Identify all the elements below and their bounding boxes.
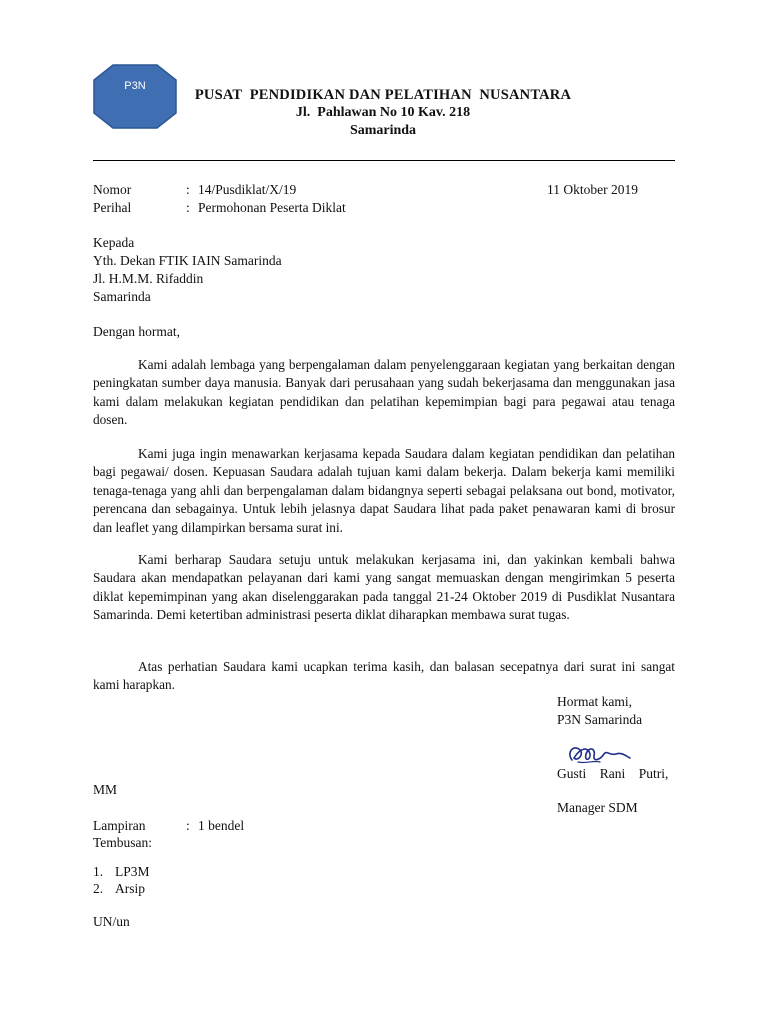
recipient-line2: Jl. H.M.M. Rifaddin (93, 271, 204, 286)
signer-name: Gusti Rani Putri, (557, 766, 669, 781)
org-city: Samarinda (349, 123, 417, 138)
lampiran-label: Lampiran (93, 818, 146, 833)
org-name: PUSAT PENDIDIKAN DAN PELATIHAN NUSANTARA (194, 87, 572, 103)
tembusan-item-1: LP3M (115, 864, 150, 879)
lampiran-colon: : (186, 818, 190, 833)
paragraph-1: Kami adalah lembaga yang berpengalaman dalam penyelenggaraan kegiatan yang berkaitan dengan peningkatan sumber daya manusia. Banyak dari perusahaan yang sudah bekerjasama dan menggunakan jasa kami dalam melakukan kegiatan pendidikan dan pelatihan kepemimpian bagi para pegawai atau tenaga dosen. (93, 357, 675, 428)
perihal-label: Perihal (93, 200, 132, 215)
recipient-kepada: Kepada (93, 235, 135, 250)
greeting: Dengan hormat, (93, 324, 180, 339)
header-divider (93, 160, 675, 161)
tembusan-num-2: 2. (93, 881, 104, 896)
perihal-value: Permohonan Peserta Diklat (198, 200, 346, 215)
signer-degree: MM (93, 782, 118, 797)
p3n-logo (93, 64, 177, 129)
recipient-line3: Samarinda (93, 289, 151, 304)
initials: UN/un (93, 914, 130, 929)
closing-regards: Hormat kami, (557, 694, 632, 709)
recipient-line1: Yth. Dekan FTIK IAIN Samarinda (93, 253, 282, 268)
paragraph-4: Atas perhatian Saudara kami ucapkan terima kasih, dan balasan secepatnya dari surat ini sangat kami harapkan. (93, 659, 675, 693)
nomor-label: Nomor (93, 182, 132, 197)
lampiran-value: 1 bendel (198, 818, 245, 833)
paragraph-3: Kami berharap Saudara setuju untuk melakukan kerjasama ini, dan yakinkan kembali bahwa Saudara akan mendapatkan pelayanan dari kami yang sangat memuaskan dengan mengirimkan 5 peserta diklat kepemimpinan yang akan diselenggarakan pada tanggal 21-24 Oktober 2019 di Pusdiklat Nusantara Samarinda. Demi ketertiban administrasi peserta diklat diharapkan membawa surat tugas. (93, 552, 675, 623)
nomor-colon: : (186, 182, 190, 197)
letter-date: 11 Oktober 2019 (547, 182, 638, 197)
tembusan-num-1: 1. (93, 864, 104, 879)
logo-text: P3N (124, 80, 146, 92)
tembusan-item-2: Arsip (115, 881, 145, 896)
signer-title: Manager SDM (557, 800, 638, 815)
tembusan-label: Tembusan: (93, 835, 153, 850)
nomor-value: 14/Pusdiklat/X/19 (198, 182, 297, 197)
signature (564, 740, 634, 768)
org-address: Jl. Pahlawan No 10 Kav. 218 (295, 105, 471, 120)
perihal-colon: : (186, 200, 190, 215)
closing-org: P3N Samarinda (557, 712, 643, 727)
paragraph-2: Kami juga ingin menawarkan kerjasama kepada Saudara dalam kegiatan pendidikan dan pelatihan bagi pegawai/ dosen. Kepuasan Saudara adalah tujuan kami dalam bekerja. Dalam bekerja kami memiliki tenaga-tenaga yang ahli dan berpengalaman dalam bidangnya seperti sebagai pelaksana out bond, motivator, perencana dan sebagainya. Untuk lebih jelasnya dapat Saudara lihat pada paket penawaran kami di brosur dan leaflet yang dilampirkan bersama surat ini. (93, 446, 675, 535)
